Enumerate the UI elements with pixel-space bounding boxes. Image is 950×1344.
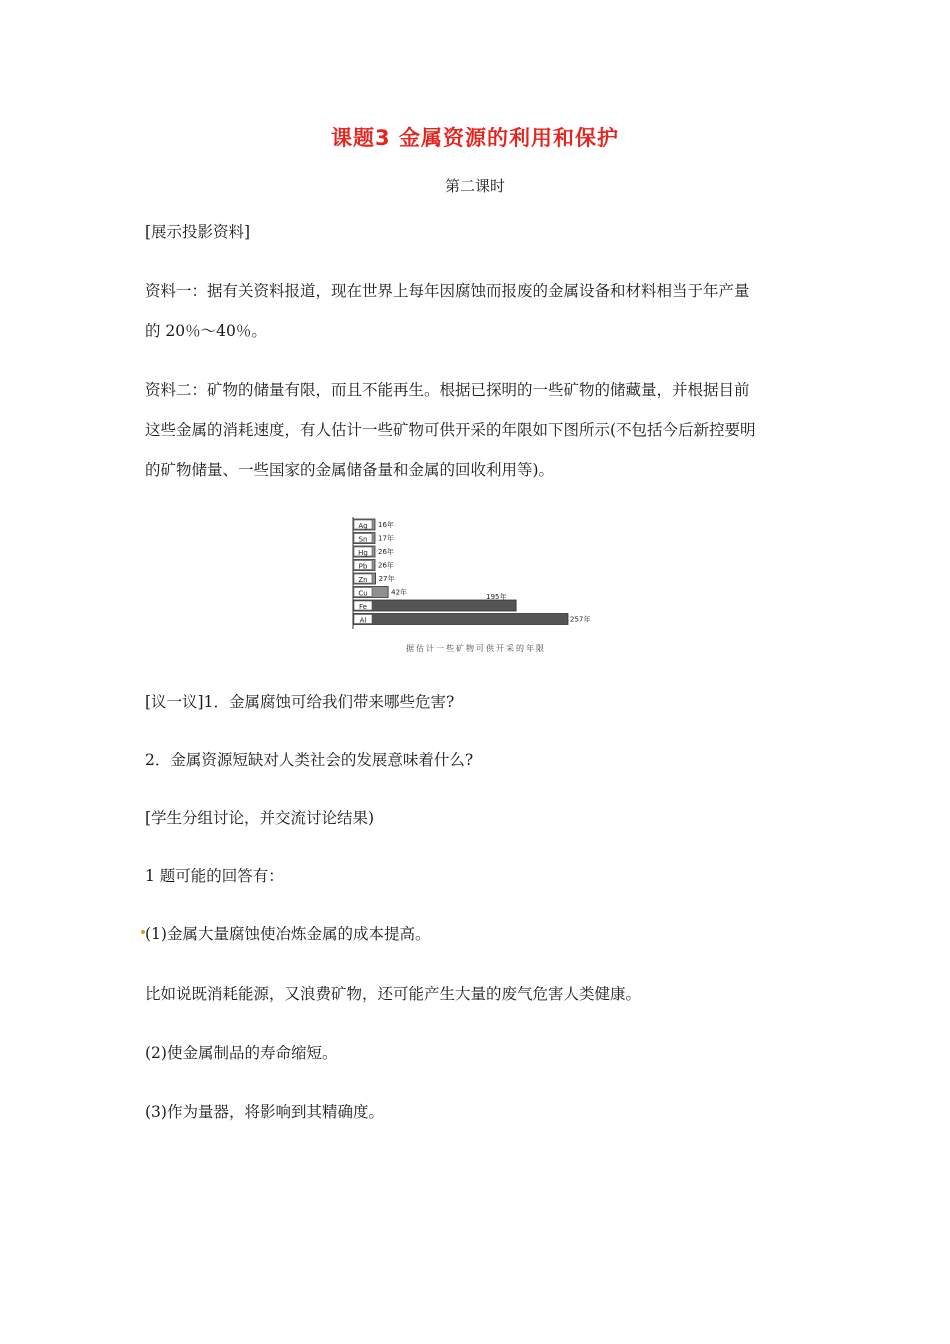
answer-1: (1)金属大量腐蚀使冶炼金属的成本提高。 [145,925,431,943]
category-label-ag: Ag [358,522,368,530]
material-one-line-1: 资料一：据有关资料报道，现在世界上每年因腐蚀而报废的金属设备和材料相当于年产量 [145,282,750,300]
value-label-zn: 27年 [378,575,395,583]
material-two-line-3: 的矿物储量、一些国家的金属储备量和金属的回收利用等)。 [145,461,555,479]
material-two-line-1: 资料二：矿物的储量有限，而且不能再生。根据已探明的一些矿物的储藏量，并根据目前 [145,381,750,399]
bar-fe [353,600,516,611]
material-two-line-2: 这些金属的消耗速度，有人估计一些矿物可供开采的年限如下图所示(不包括今后新控要明 [145,421,756,439]
value-label-fe: 195年 [486,593,507,601]
category-label-sn: Sn [358,535,368,544]
value-label-sn: 17年 [378,534,394,543]
discussion-question-1: [议一议]1．金属腐蚀可给我们带来哪些危害? [145,693,455,711]
value-label-pb: 26年 [378,561,394,570]
answer-1-detail: 比如说既消耗能源，又浪费矿物，还可能产生大量的废气危害人类健康。 [145,985,642,1003]
category-label-zn: Zn [358,576,368,584]
group-discussion-note: [学生分组讨论，并交流讨论结果) [145,809,375,827]
value-label-cu: 42年 [391,588,408,597]
page-title: 课题3 金属资源的利用和保护 [331,126,619,150]
category-label-cu: Cu [358,589,368,598]
answer-2: (2)使金属制品的寿命缩短。 [145,1044,338,1062]
discussion-question-2: 2．金属资源短缺对人类社会的发展意味着什么? [145,751,474,769]
answer-3: (3)作为量器，将影响到其精确度。 [145,1103,384,1121]
material-one-line-2: 的 20％～40％。 [145,322,267,340]
answer-intro: 1 题可能的回答有： [145,867,284,885]
value-label-ag: 16年 [378,521,394,529]
mineral-years-chart [345,515,607,660]
value-label-al: 257年 [570,615,591,624]
chart-caption: 据估计一些矿物可供开采的年限 [406,644,546,653]
value-label-hg: 26年 [378,548,394,556]
bar-al [353,614,568,625]
section-label-projection: [展示投影资料] [145,223,251,241]
category-label-fe: Fe [359,603,367,611]
category-label-al: Al [359,616,367,625]
chart-svg [345,515,607,640]
category-label-pb: Pb [358,562,368,571]
category-label-hg: Hg [358,549,368,557]
page-subtitle: 第二课时 [444,177,505,195]
